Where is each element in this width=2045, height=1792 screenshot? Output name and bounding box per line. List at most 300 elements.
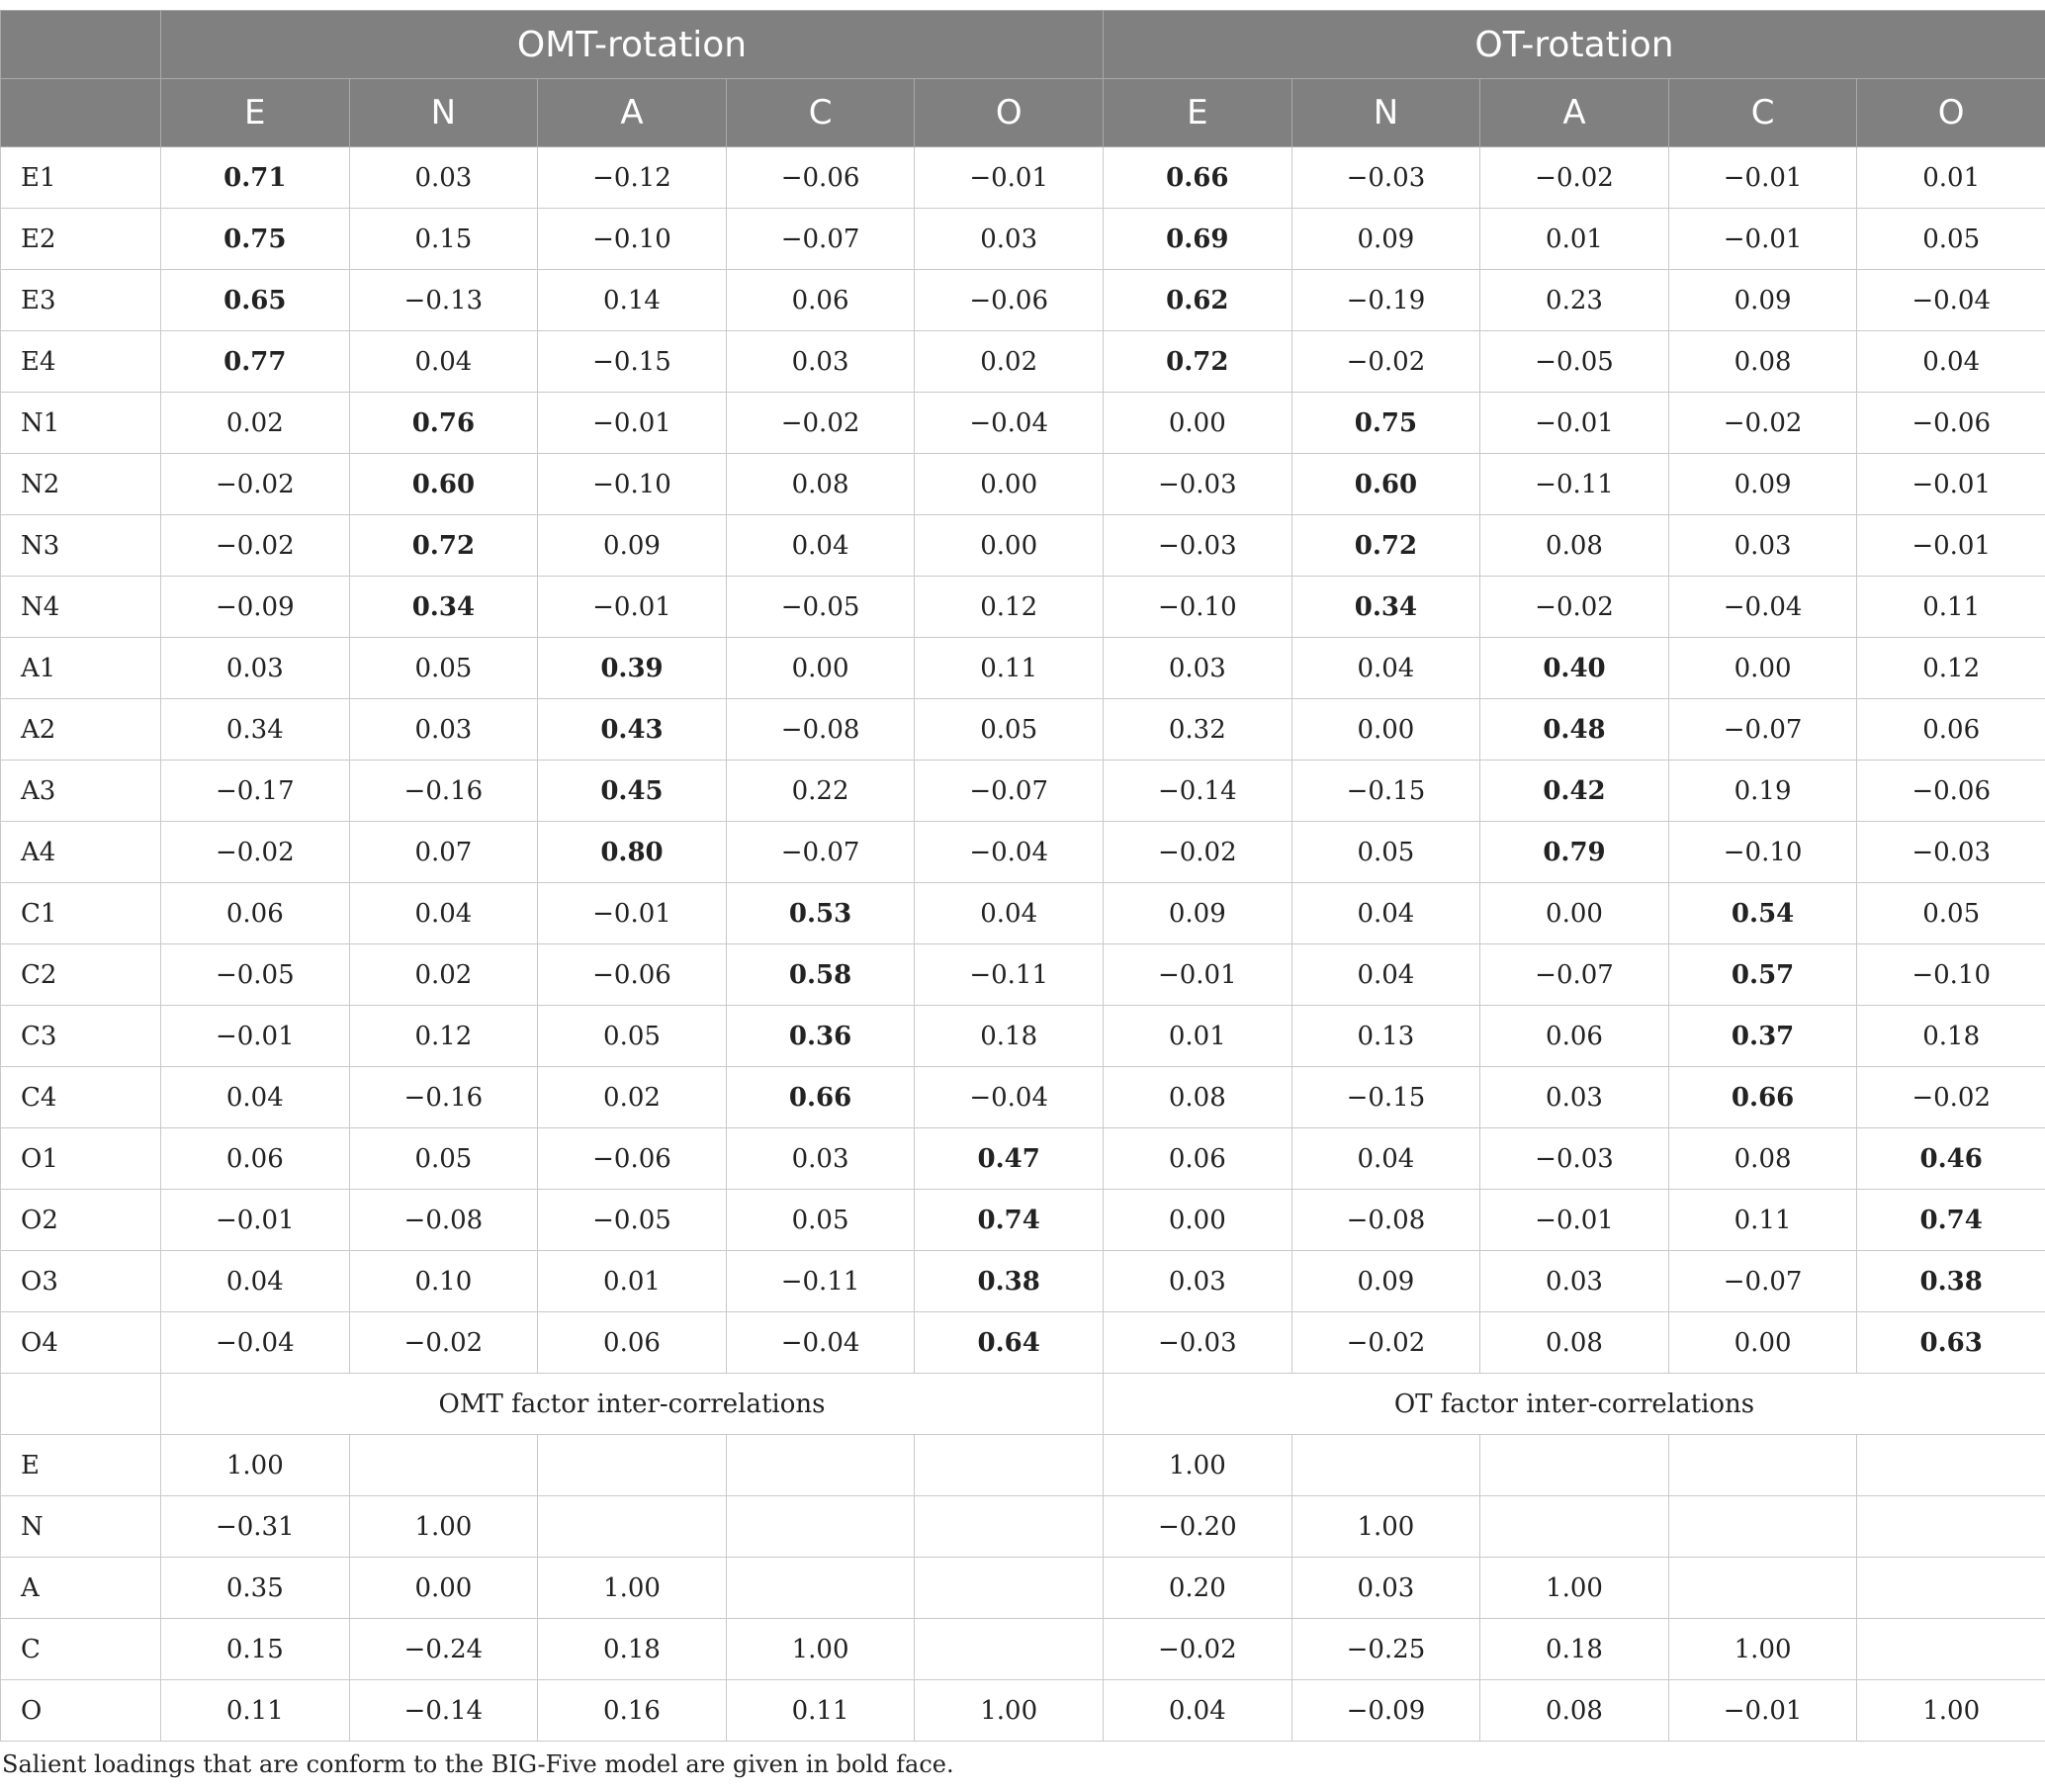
ot-value-cell: −0.04	[1668, 577, 1857, 638]
omt-value-cell: 0.01	[538, 1251, 727, 1312]
ot-value-cell: −0.02	[1668, 393, 1857, 454]
omt-value-cell: −0.08	[349, 1190, 538, 1251]
omt-factor-n: N	[349, 79, 538, 147]
omt-value-cell: −0.13	[349, 270, 538, 331]
row-label: N4	[1, 577, 161, 638]
ot-value-cell: 0.11	[1668, 1190, 1857, 1251]
ot-value-cell: 1.00	[1291, 1496, 1480, 1558]
omt-value-cell: −0.15	[538, 331, 727, 393]
ot-value-cell	[1857, 1619, 2045, 1680]
loading-row	[1, 331, 2045, 393]
ot-value-cell: 0.03	[1104, 1251, 1292, 1312]
ot-value-cell: −0.06	[1857, 761, 2045, 822]
omt-value-cell: −0.07	[726, 209, 915, 270]
omt-value-cell: 0.06	[538, 1312, 727, 1374]
ot-value-cell	[1668, 1496, 1857, 1558]
ot-value-cell: −0.01	[1480, 393, 1669, 454]
omt-value-cell: 0.72	[349, 515, 538, 577]
factor-loadings-table	[0, 10, 2045, 1742]
ot-value-cell: −0.10	[1104, 577, 1292, 638]
omt-value-cell: 0.06	[161, 1128, 350, 1190]
ot-value-cell: 0.00	[1104, 393, 1292, 454]
correlations-title-row	[1, 1374, 2045, 1435]
row-label: C3	[1, 1006, 161, 1067]
omt-value-cell: −0.12	[538, 147, 727, 209]
omt-value-cell: −0.01	[161, 1006, 350, 1067]
row-label: N	[1, 1496, 161, 1558]
omt-value-cell: −0.10	[538, 209, 727, 270]
ot-value-cell: 0.05	[1291, 822, 1480, 883]
omt-value-cell: 0.05	[538, 1006, 727, 1067]
ot-value-cell: −0.05	[1480, 331, 1669, 393]
ot-value-cell: 0.03	[1104, 638, 1292, 699]
omt-factor-a: A	[538, 79, 727, 147]
omt-value-cell	[915, 1619, 1104, 1680]
ot-value-cell: −0.25	[1291, 1619, 1480, 1680]
ot-value-cell: 0.32	[1104, 699, 1292, 761]
omt-value-cell: 0.00	[915, 515, 1104, 577]
ot-value-cell: −0.02	[1857, 1067, 2045, 1128]
omt-value-cell: −0.08	[726, 699, 915, 761]
ot-value-cell: 1.00	[1668, 1619, 1857, 1680]
omt-factor-e: E	[161, 79, 350, 147]
ot-value-cell: 0.69	[1104, 209, 1292, 270]
ot-value-cell: −0.03	[1104, 515, 1292, 577]
table-body	[1, 147, 2045, 1742]
ot-value-cell: 0.62	[1104, 270, 1292, 331]
omt-value-cell: 0.03	[726, 331, 915, 393]
loading-row	[1, 1067, 2045, 1128]
omt-value-cell: −0.01	[538, 577, 727, 638]
omt-value-cell: −0.01	[915, 147, 1104, 209]
omt-value-cell: 1.00	[538, 1558, 727, 1619]
ot-value-cell: 0.00	[1480, 883, 1669, 944]
rotation-group-row	[1, 11, 2045, 79]
ot-value-cell: 0.08	[1104, 1067, 1292, 1128]
omt-value-cell: −0.11	[726, 1251, 915, 1312]
omt-value-cell: 0.03	[349, 147, 538, 209]
ot-value-cell: −0.06	[1857, 393, 2045, 454]
omt-value-cell: 0.00	[726, 638, 915, 699]
ot-factor-a: A	[1480, 79, 1669, 147]
omt-value-cell	[349, 1435, 538, 1496]
omt-value-cell: −0.02	[161, 454, 350, 515]
omt-value-cell: 0.06	[726, 270, 915, 331]
ot-value-cell: −0.20	[1104, 1496, 1292, 1558]
omt-value-cell: −0.05	[726, 577, 915, 638]
ot-value-cell: 0.54	[1668, 883, 1857, 944]
row-label: N1	[1, 393, 161, 454]
ot-value-cell	[1857, 1435, 2045, 1496]
ot-value-cell: 0.06	[1104, 1128, 1292, 1190]
ot-value-cell: −0.01	[1480, 1190, 1669, 1251]
omt-value-cell: 0.77	[161, 331, 350, 393]
omt-value-cell: 0.06	[161, 883, 350, 944]
omt-value-cell: −0.07	[726, 822, 915, 883]
ot-value-cell	[1291, 1435, 1480, 1496]
ot-value-cell: 0.04	[1291, 638, 1480, 699]
ot-value-cell: 0.66	[1668, 1067, 1857, 1128]
omt-factor-c: C	[726, 79, 915, 147]
omt-value-cell: −0.02	[726, 393, 915, 454]
correlation-row	[1, 1680, 2045, 1742]
omt-value-cell: 0.10	[349, 1251, 538, 1312]
omt-value-cell: 0.36	[726, 1006, 915, 1067]
omt-value-cell: −0.04	[915, 1067, 1104, 1128]
omt-value-cell: −0.09	[161, 577, 350, 638]
omt-value-cell: 0.04	[161, 1251, 350, 1312]
omt-value-cell: 0.00	[349, 1558, 538, 1619]
ot-value-cell: 0.34	[1291, 577, 1480, 638]
omt-value-cell: 0.14	[538, 270, 727, 331]
loading-row	[1, 822, 2045, 883]
ot-value-cell: −0.03	[1291, 147, 1480, 209]
omt-value-cell: 0.22	[726, 761, 915, 822]
loading-row	[1, 1312, 2045, 1374]
loading-row	[1, 883, 2045, 944]
correlation-row	[1, 1558, 2045, 1619]
ot-value-cell: 0.01	[1104, 1006, 1292, 1067]
omt-value-cell: 1.00	[161, 1435, 350, 1496]
loading-row	[1, 393, 2045, 454]
ot-value-cell: 1.00	[1104, 1435, 1292, 1496]
omt-value-cell: 1.00	[726, 1619, 915, 1680]
omt-value-cell: 0.04	[915, 883, 1104, 944]
omt-value-cell	[538, 1496, 727, 1558]
omt-value-cell: 0.74	[915, 1190, 1104, 1251]
ot-value-cell: −0.15	[1291, 1067, 1480, 1128]
omt-value-cell: 0.00	[915, 454, 1104, 515]
ot-value-cell: 0.04	[1104, 1680, 1292, 1742]
ot-value-cell: 0.74	[1857, 1190, 2045, 1251]
omt-value-cell: −0.02	[161, 822, 350, 883]
ot-value-cell: 0.13	[1291, 1006, 1480, 1067]
omt-value-cell: −0.24	[349, 1619, 538, 1680]
row-label: O1	[1, 1128, 161, 1190]
omt-value-cell: 0.18	[538, 1619, 727, 1680]
ot-value-cell: 0.11	[1857, 577, 2045, 638]
ot-value-cell	[1668, 1558, 1857, 1619]
ot-value-cell: 0.08	[1668, 331, 1857, 393]
loading-row	[1, 454, 2045, 515]
ot-value-cell: −0.02	[1104, 1619, 1292, 1680]
omt-value-cell	[915, 1496, 1104, 1558]
ot-value-cell: 0.04	[1291, 1128, 1480, 1190]
omt-value-cell: 0.03	[915, 209, 1104, 270]
row-label: N3	[1, 515, 161, 577]
table-footnote: Salient loadings that are conform to the BIG-Five model are given in bold face.	[2, 1750, 954, 1778]
ot-value-cell: 0.09	[1668, 454, 1857, 515]
ot-value-cell: 0.03	[1480, 1067, 1669, 1128]
row-label: C2	[1, 944, 161, 1006]
omt-value-cell: 0.15	[349, 209, 538, 270]
row-label: O	[1, 1680, 161, 1742]
ot-value-cell: 0.79	[1480, 822, 1669, 883]
loading-row	[1, 761, 2045, 822]
row-label: N2	[1, 454, 161, 515]
ot-value-cell: −0.07	[1668, 699, 1857, 761]
omt-value-cell: 0.04	[349, 331, 538, 393]
omt-value-cell: −0.06	[538, 944, 727, 1006]
ot-value-cell	[1668, 1435, 1857, 1496]
ot-value-cell: 0.18	[1480, 1619, 1669, 1680]
ot-value-cell: −0.01	[1857, 454, 2045, 515]
omt-value-cell: −0.16	[349, 761, 538, 822]
omt-value-cell: −0.07	[915, 761, 1104, 822]
ot-value-cell: 0.05	[1857, 209, 2045, 270]
omt-value-cell: 0.04	[349, 883, 538, 944]
corner-cell	[1, 11, 161, 79]
loading-row	[1, 147, 2045, 209]
ot-value-cell: 0.42	[1480, 761, 1669, 822]
factor-header-row	[1, 79, 2045, 147]
ot-value-cell: 0.46	[1857, 1128, 2045, 1190]
correlation-row	[1, 1435, 2045, 1496]
ot-factor-c: C	[1668, 79, 1857, 147]
row-label: E2	[1, 209, 161, 270]
ot-value-cell: 0.57	[1668, 944, 1857, 1006]
ot-value-cell: 0.20	[1104, 1558, 1292, 1619]
omt-value-cell: 0.05	[349, 1128, 538, 1190]
omt-value-cell: 0.05	[726, 1190, 915, 1251]
loading-row	[1, 1006, 2045, 1067]
row-label: C1	[1, 883, 161, 944]
ot-value-cell: 0.12	[1857, 638, 2045, 699]
omt-value-cell: 0.11	[915, 638, 1104, 699]
omt-value-cell: 0.18	[915, 1006, 1104, 1067]
row-label: C4	[1, 1067, 161, 1128]
row-label: E	[1, 1435, 161, 1496]
ot-value-cell: −0.02	[1291, 331, 1480, 393]
omt-value-cell: 0.02	[349, 944, 538, 1006]
omt-value-cell	[726, 1496, 915, 1558]
omt-value-cell: 0.53	[726, 883, 915, 944]
omt-value-cell: 0.04	[161, 1067, 350, 1128]
ot-value-cell: 0.03	[1668, 515, 1857, 577]
omt-factor-o: O	[915, 79, 1104, 147]
ot-value-cell: 0.72	[1104, 331, 1292, 393]
ot-value-cell: 0.23	[1480, 270, 1669, 331]
ot-value-cell: −0.03	[1480, 1128, 1669, 1190]
omt-value-cell: −0.04	[161, 1312, 350, 1374]
ot-value-cell: 0.09	[1291, 1251, 1480, 1312]
omt-value-cell: −0.02	[161, 515, 350, 577]
ot-value-cell	[1857, 1496, 2045, 1558]
ot-value-cell: −0.19	[1291, 270, 1480, 331]
ot-factor-n: N	[1291, 79, 1480, 147]
ot-value-cell: 0.04	[1291, 944, 1480, 1006]
omt-value-cell: 0.04	[726, 515, 915, 577]
omt-value-cell: 0.80	[538, 822, 727, 883]
ot-value-cell: 0.08	[1480, 1680, 1669, 1742]
omt-value-cell: −0.06	[538, 1128, 727, 1190]
loading-row	[1, 209, 2045, 270]
ot-value-cell: 0.00	[1104, 1190, 1292, 1251]
omt-value-cell: 0.76	[349, 393, 538, 454]
omt-value-cell: 0.71	[161, 147, 350, 209]
ot-value-cell: 0.04	[1291, 883, 1480, 944]
ot-value-cell: 0.09	[1668, 270, 1857, 331]
omt-value-cell: 0.75	[161, 209, 350, 270]
ot-value-cell: −0.10	[1857, 944, 2045, 1006]
ot-value-cell: −0.10	[1668, 822, 1857, 883]
ot-value-cell: 0.05	[1857, 883, 2045, 944]
ot-value-cell: 1.00	[1480, 1558, 1669, 1619]
ot-value-cell: −0.15	[1291, 761, 1480, 822]
omt-value-cell: 0.34	[161, 699, 350, 761]
loading-row	[1, 577, 2045, 638]
omt-value-cell: 0.11	[161, 1680, 350, 1742]
omt-value-cell: 0.03	[349, 699, 538, 761]
ot-value-cell: 0.08	[1480, 515, 1669, 577]
omt-value-cell: −0.14	[349, 1680, 538, 1742]
omt-value-cell: 0.47	[915, 1128, 1104, 1190]
row-label: O2	[1, 1190, 161, 1251]
omt-value-cell: 0.05	[915, 699, 1104, 761]
ot-value-cell: 0.03	[1291, 1558, 1480, 1619]
omt-value-cell: −0.10	[538, 454, 727, 515]
correlation-row	[1, 1619, 2045, 1680]
ot-value-cell: 0.72	[1291, 515, 1480, 577]
ot-value-cell: 0.01	[1857, 147, 2045, 209]
omt-value-cell: 0.03	[726, 1128, 915, 1190]
omt-value-cell: −0.01	[161, 1190, 350, 1251]
loading-row	[1, 515, 2045, 577]
omt-value-cell: −0.06	[726, 147, 915, 209]
ot-value-cell: 0.19	[1668, 761, 1857, 822]
omt-value-cell: 0.34	[349, 577, 538, 638]
loading-row	[1, 1128, 2045, 1190]
omt-value-cell: 0.45	[538, 761, 727, 822]
omt-value-cell: 0.12	[915, 577, 1104, 638]
loading-row	[1, 1251, 2045, 1312]
omt-value-cell: 0.02	[161, 393, 350, 454]
ot-value-cell: −0.02	[1480, 147, 1669, 209]
ot-value-cell: −0.02	[1104, 822, 1292, 883]
ot-value-cell: −0.08	[1291, 1190, 1480, 1251]
ot-value-cell: 0.01	[1480, 209, 1669, 270]
omt-rotation-header: OMT-rotation	[161, 11, 1104, 79]
corner-cell	[1, 79, 161, 147]
loading-row	[1, 944, 2045, 1006]
omt-value-cell: −0.01	[538, 393, 727, 454]
loading-row	[1, 1190, 2045, 1251]
ot-value-cell: 0.66	[1104, 147, 1292, 209]
ot-factor-o: O	[1857, 79, 2045, 147]
correlation-row	[1, 1496, 2045, 1558]
omt-value-cell	[915, 1435, 1104, 1496]
ot-value-cell: 0.06	[1857, 699, 2045, 761]
row-label: O3	[1, 1251, 161, 1312]
row-label: A3	[1, 761, 161, 822]
ot-value-cell: −0.07	[1668, 1251, 1857, 1312]
ot-value-cell: −0.01	[1668, 1680, 1857, 1742]
ot-value-cell: 0.48	[1480, 699, 1669, 761]
omt-value-cell: 1.00	[915, 1680, 1104, 1742]
ot-value-cell: −0.01	[1857, 515, 2045, 577]
ot-value-cell: −0.04	[1857, 270, 2045, 331]
ot-value-cell: 0.00	[1291, 699, 1480, 761]
omt-value-cell: 0.08	[726, 454, 915, 515]
omt-value-cell	[726, 1558, 915, 1619]
omt-value-cell: 0.16	[538, 1680, 727, 1742]
omt-value-cell: 0.02	[538, 1067, 727, 1128]
omt-value-cell: −0.05	[538, 1190, 727, 1251]
ot-correlations-title: OT factor inter-correlations	[1104, 1374, 2045, 1435]
row-label: E1	[1, 147, 161, 209]
omt-value-cell: −0.01	[538, 883, 727, 944]
omt-value-cell: 0.65	[161, 270, 350, 331]
ot-value-cell: 0.75	[1291, 393, 1480, 454]
ot-value-cell: 0.00	[1668, 638, 1857, 699]
ot-value-cell: −0.02	[1291, 1312, 1480, 1374]
omt-value-cell	[915, 1558, 1104, 1619]
omt-value-cell: −0.04	[915, 393, 1104, 454]
row-label: A	[1, 1558, 161, 1619]
omt-value-cell: −0.02	[349, 1312, 538, 1374]
omt-value-cell: 0.11	[726, 1680, 915, 1742]
ot-value-cell: −0.03	[1857, 822, 2045, 883]
omt-value-cell: −0.17	[161, 761, 350, 822]
ot-rotation-header: OT-rotation	[1104, 11, 2045, 79]
ot-value-cell: 0.18	[1857, 1006, 2045, 1067]
omt-value-cell: 0.38	[915, 1251, 1104, 1312]
omt-value-cell: 0.07	[349, 822, 538, 883]
ot-value-cell: −0.01	[1668, 209, 1857, 270]
row-label: A2	[1, 699, 161, 761]
omt-value-cell: 0.15	[161, 1619, 350, 1680]
loading-row	[1, 699, 2045, 761]
ot-value-cell: −0.07	[1480, 944, 1669, 1006]
omt-value-cell: −0.16	[349, 1067, 538, 1128]
omt-value-cell: −0.06	[915, 270, 1104, 331]
ot-value-cell: −0.09	[1291, 1680, 1480, 1742]
ot-value-cell: 0.08	[1668, 1128, 1857, 1190]
omt-value-cell: −0.11	[915, 944, 1104, 1006]
omt-value-cell: −0.31	[161, 1496, 350, 1558]
omt-value-cell: 0.39	[538, 638, 727, 699]
omt-value-cell: 0.64	[915, 1312, 1104, 1374]
omt-correlations-title: OMT factor inter-correlations	[161, 1374, 1104, 1435]
loading-row	[1, 638, 2045, 699]
ot-value-cell: −0.11	[1480, 454, 1669, 515]
ot-value-cell: 1.00	[1857, 1680, 2045, 1742]
omt-value-cell: 0.03	[161, 638, 350, 699]
ot-value-cell: 0.63	[1857, 1312, 2045, 1374]
ot-factor-e: E	[1104, 79, 1292, 147]
omt-value-cell	[726, 1435, 915, 1496]
row-label: A4	[1, 822, 161, 883]
ot-value-cell: 0.40	[1480, 638, 1669, 699]
omt-value-cell: 0.12	[349, 1006, 538, 1067]
ot-value-cell: 0.09	[1104, 883, 1292, 944]
row-label: A1	[1, 638, 161, 699]
row-label: O4	[1, 1312, 161, 1374]
omt-value-cell: 0.05	[349, 638, 538, 699]
ot-value-cell: 0.06	[1480, 1006, 1669, 1067]
ot-value-cell: −0.03	[1104, 1312, 1292, 1374]
omt-value-cell: −0.04	[726, 1312, 915, 1374]
omt-value-cell: −0.04	[915, 822, 1104, 883]
omt-value-cell: 0.35	[161, 1558, 350, 1619]
ot-value-cell: 0.00	[1668, 1312, 1857, 1374]
ot-value-cell: −0.02	[1480, 577, 1669, 638]
loading-row	[1, 270, 2045, 331]
ot-value-cell: 0.03	[1480, 1251, 1669, 1312]
row-label: E4	[1, 331, 161, 393]
ot-value-cell: 0.38	[1857, 1251, 2045, 1312]
omt-value-cell: −0.05	[161, 944, 350, 1006]
